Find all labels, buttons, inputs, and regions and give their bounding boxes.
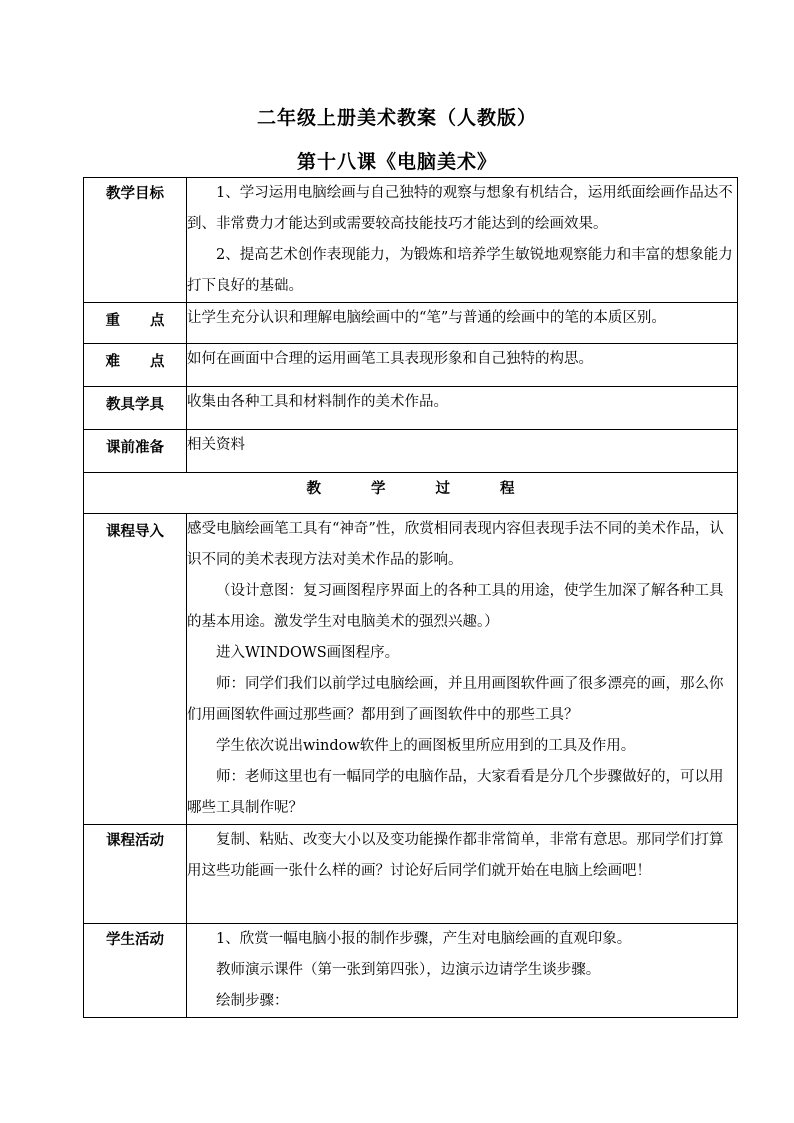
- row-preparation: [84, 430, 738, 473]
- label-materials: 教具学具: [84, 387, 187, 430]
- label-intro: 课程导入: [84, 514, 187, 825]
- label-difficulties: 难点: [84, 344, 187, 387]
- student-activity-paragraph: 绘制步骤：: [216, 993, 289, 1009]
- row-activity: [84, 825, 738, 924]
- content-preparation: [187, 430, 738, 473]
- content-materials: [187, 387, 738, 430]
- intro-paragraph: 感受电脑绘画笔工具有“神奇”性，欣赏相同表现内容但表现手法不同的美术作品，认识不同的美术表现方法对美术作品的影响。: [187, 521, 724, 568]
- content-objectives: [187, 178, 738, 303]
- lesson-plan-table: [83, 177, 738, 1018]
- objective-paragraph: 1、学习运用电脑绘画与自己独特的观察与想象有机结合，运用纸面绘画作品达不到、非常费力才能达到或需要较高技能技巧才能达到的绘画效果。: [187, 185, 733, 232]
- lesson-title: 第十八课《电脑美术》: [296, 151, 497, 173]
- row-materials: [84, 387, 738, 430]
- label-activity: 课程活动: [84, 825, 187, 924]
- materials-text: 收集由各种工具和材料制作的美术作品。: [187, 394, 448, 410]
- row-difficulties: [84, 344, 738, 387]
- content-student-activity: [187, 924, 738, 1018]
- label-objectives: 教学目标: [84, 178, 187, 303]
- row-key-points: [84, 303, 738, 344]
- label-student-activity: 学生活动: [84, 924, 187, 1018]
- content-activity: [187, 825, 738, 924]
- document-title: 二年级上册美术教案（人教版）: [256, 107, 537, 129]
- intro-paragraph: 进入WINDOWS画图程序。: [216, 645, 400, 661]
- preparation-text: 相关资料: [187, 437, 245, 453]
- student-activity-paragraph: 1、欣赏一幅电脑小报的制作步骤，产生对电脑绘画的直观印象。: [216, 931, 632, 947]
- label-preparation: 课前准备: [84, 430, 187, 473]
- intro-paragraph: 师：老师这里也有一幅同学的电脑作品，大家看看是分几个步骤做好的，可以用哪些工具制作呢？: [187, 769, 724, 816]
- process-section-heading: 教学过程: [84, 473, 738, 514]
- intro-paragraph: （设计意图：复习画图程序界面上的各种工具的用途，使学生加深了解各种工具的基本用途。激发学生对电脑美术的强烈兴趣。）: [187, 583, 724, 630]
- intro-paragraph: 师：同学们我们以前学过电脑绘画，并且用画图软件画了很多漂亮的画，那么你们用画图软件画过那些画？都用到了画图软件中的那些工具？: [187, 676, 724, 723]
- content-intro: [187, 514, 738, 825]
- activity-paragraph: 复制、粘贴、改变大小以及变功能操作都非常简单，非常有意思。那同学们打算用这些功能画一张什么样的画？讨论好后同学们就开始在电脑上绘画吧！: [187, 832, 724, 879]
- content-difficulties: [187, 344, 738, 387]
- row-student-activity: [84, 924, 738, 1018]
- content-key-points: [187, 303, 738, 344]
- difficulties-text: 如何在画面中合理的运用画笔工具表现形象和自己独特的构思。: [187, 351, 593, 367]
- key-points-text: 让学生充分认识和理解电脑绘画中的“笔”与普通的绘画中的笔的本质区别。: [187, 310, 666, 326]
- student-activity-paragraph: 教师演示课件（第一张到第四张），边演示边请学生谈步骤。: [216, 962, 601, 978]
- intro-paragraph: 学生依次说出window软件上的画图板里所应用到的工具及作用。: [216, 738, 636, 754]
- label-key-points: 重点: [84, 303, 187, 344]
- objective-paragraph: 2、提高艺术创作表现能力，为锻炼和培养学生敏锐地观察能力和丰富的想象能力打下良好的基础。: [187, 247, 733, 294]
- row-objectives: [84, 178, 738, 303]
- row-intro: [84, 514, 738, 825]
- row-process-header: [84, 473, 738, 514]
